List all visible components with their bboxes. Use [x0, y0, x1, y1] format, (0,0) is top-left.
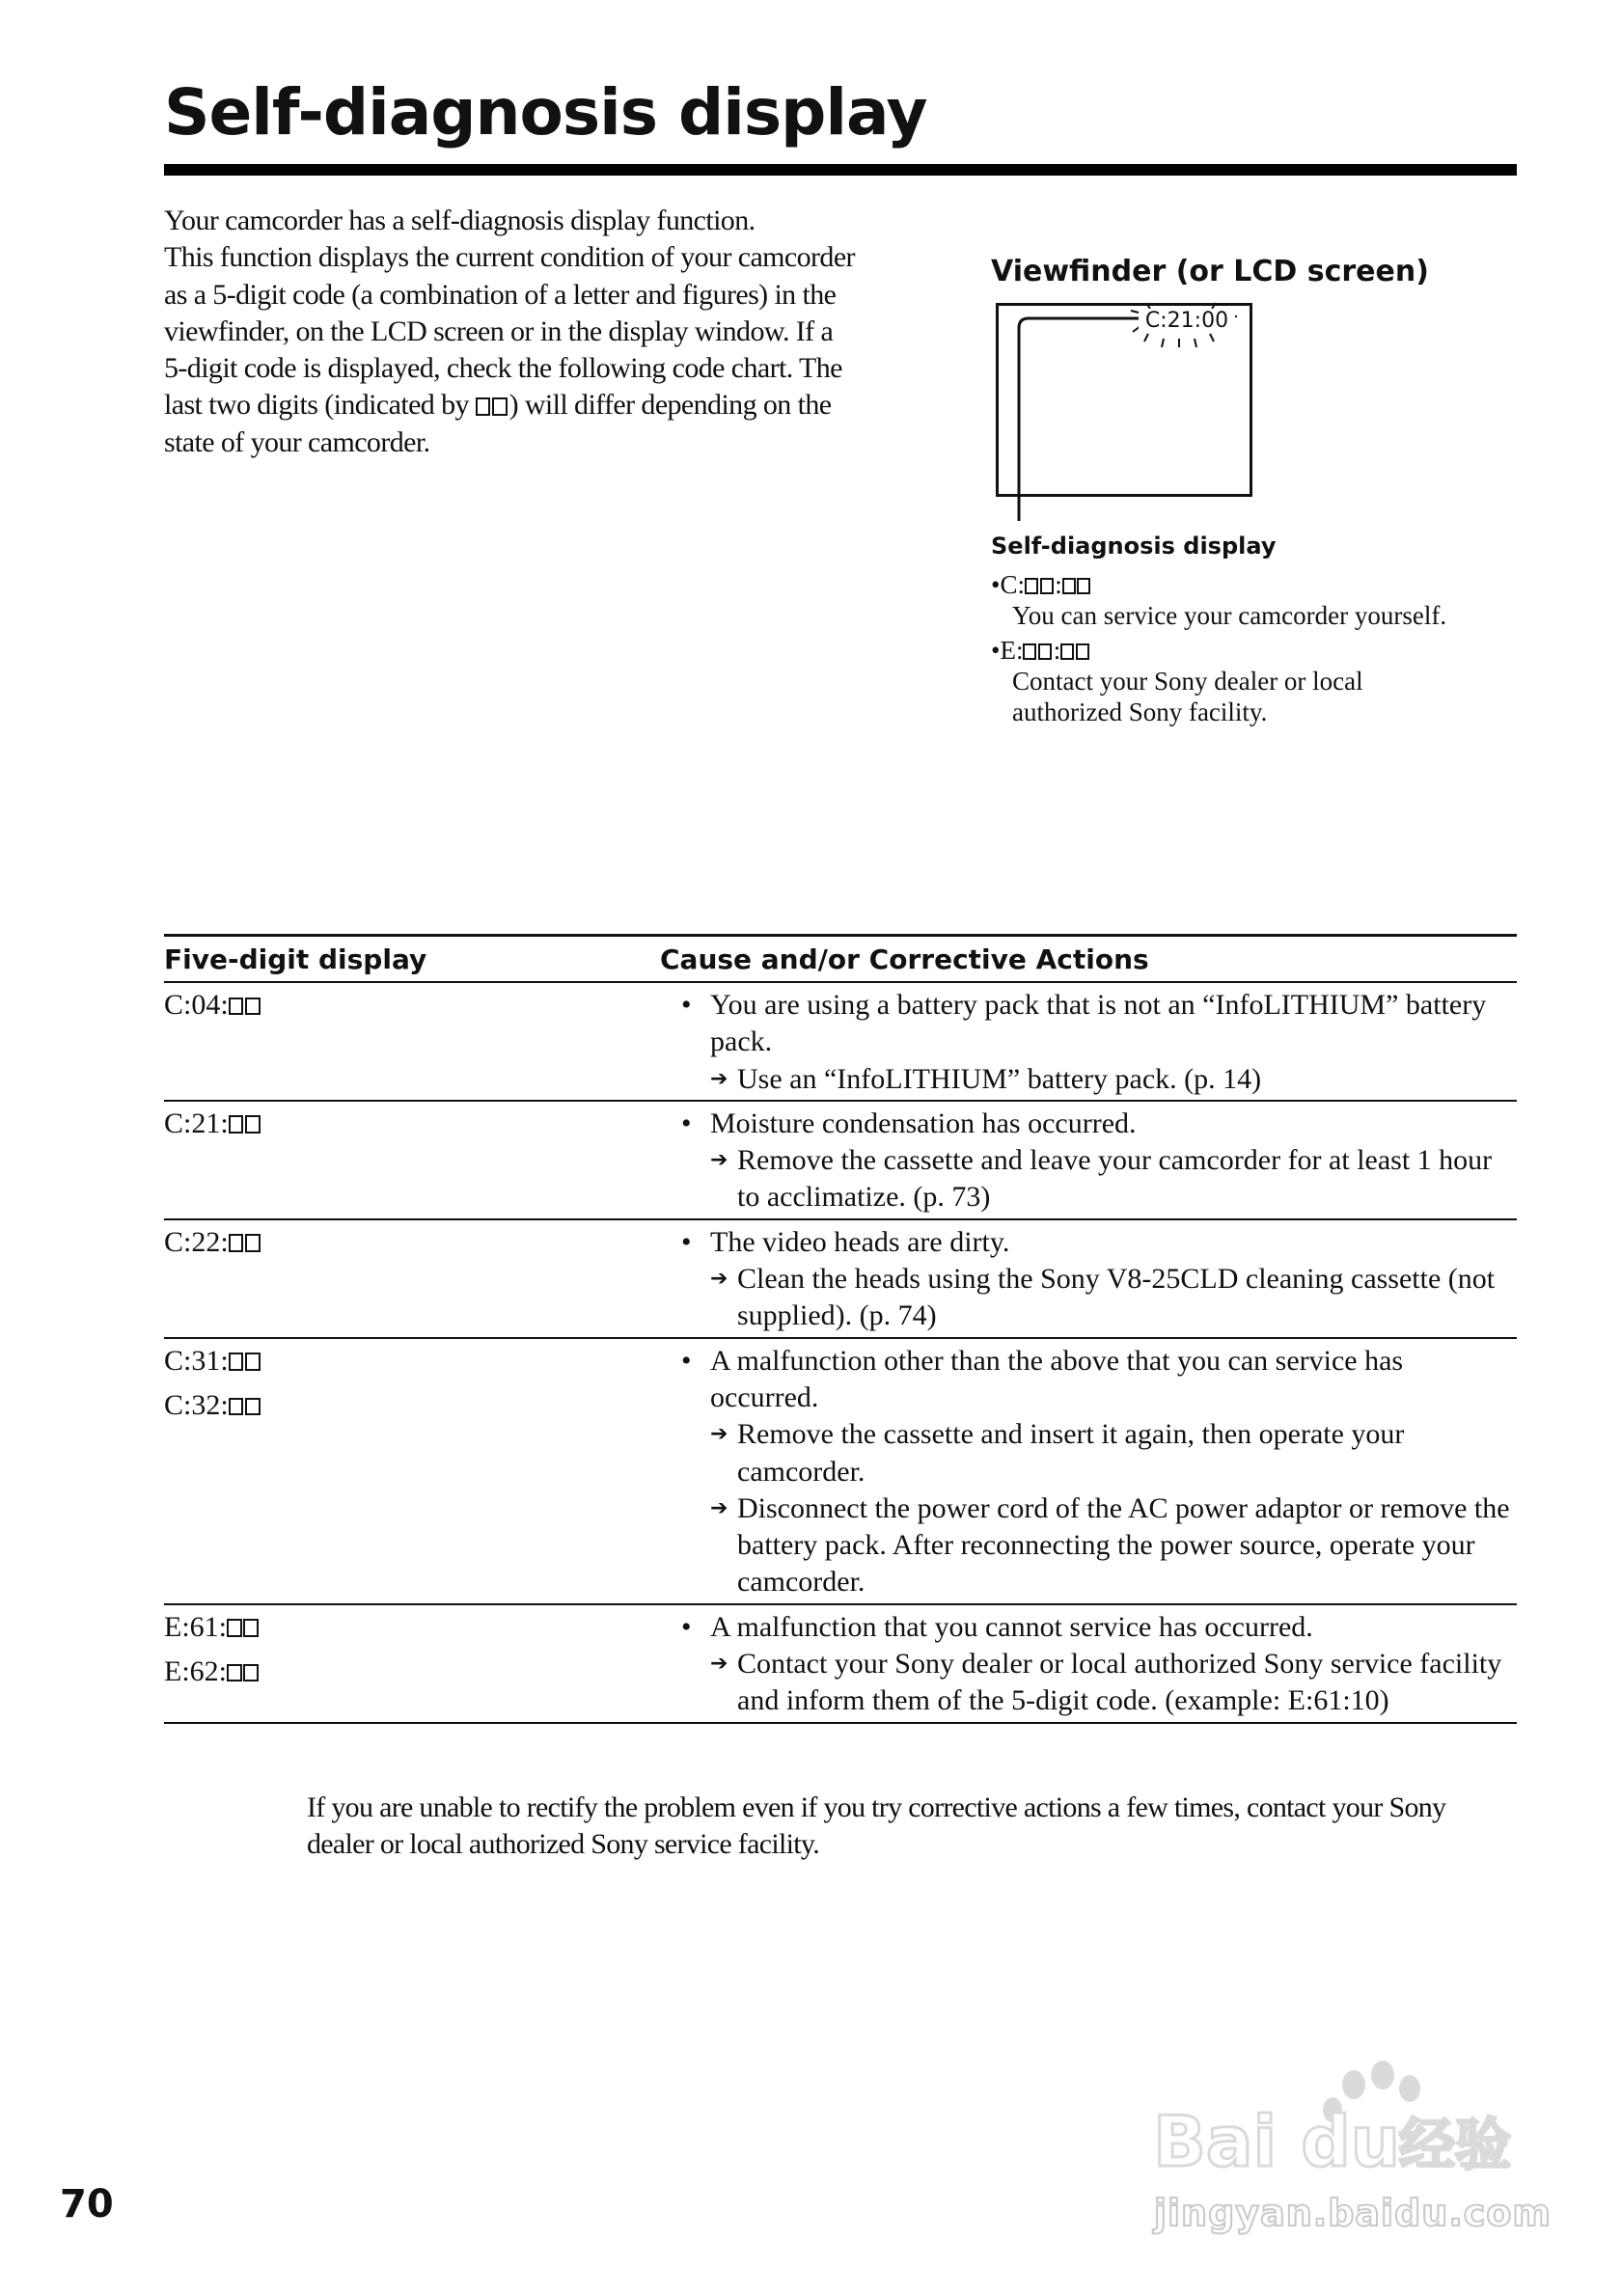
intro-p2-end: ) will differ depending on the state of your camcorder.	[164, 389, 832, 458]
placeholder-square-icon	[229, 1398, 244, 1416]
placeholder-square-icon	[1040, 578, 1054, 594]
intro-p2-start: This function displays the current condition of your camcorder as a 5-digit code (a combination of a letter and figures) in the viewfinder, on the LCD screen or in the display window. If a 5-digit code is displayed, check the following code chart. The last two digits (indicated by	[164, 241, 855, 422]
code-description: You can service your camcorder yourself.	[1012, 601, 1447, 630]
watermark-brand-text: Bai du	[1153, 2101, 1401, 2182]
footer-note: If you are unable to rectify the problem even if you try corrective actions a few times, contact your Sony dealer or local authorized Sony service facility.	[307, 1791, 1446, 1861]
placeholder-square-icon	[227, 1619, 242, 1637]
placeholder-square-icon	[229, 1353, 244, 1371]
code-cell	[164, 987, 660, 1098]
table-header	[164, 937, 1517, 983]
code-value: E:62:	[164, 1654, 660, 1690]
code-prefix: C:	[1000, 570, 1025, 599]
viewfinder-code: C:21:00	[1139, 309, 1235, 333]
placeholder-square-icon	[227, 1664, 242, 1682]
action-text: ➔ Contact your Sony dealer or local authorized Sony service facility and inform them of the 5-digit code. (example: E:61:10)	[660, 1646, 1517, 1720]
cause-cell	[660, 1224, 1517, 1335]
header-cause-actions: Cause and/or Corrective Actions	[660, 943, 1149, 975]
code-cell	[164, 1224, 660, 1335]
code-format: •C: :	[991, 569, 1473, 600]
placeholder-square-icon	[245, 1353, 261, 1371]
self-diagnosis-list	[991, 569, 1473, 731]
code-chart-table	[164, 934, 1517, 1724]
placeholder-square-icon	[229, 1234, 244, 1252]
watermark-cn-text: 经验	[1399, 2112, 1512, 2177]
code-cell	[164, 1106, 660, 1216]
code-cell	[164, 1343, 660, 1601]
viewfinder-heading: Viewfinder (or LCD screen)	[991, 255, 1429, 288]
title-rule	[164, 164, 1517, 176]
placeholder-square-icon	[229, 998, 244, 1016]
callout-line	[1019, 318, 1139, 521]
table-row	[164, 1220, 1517, 1339]
placeholder-square-icon	[476, 397, 491, 416]
cause-cell	[660, 1609, 1517, 1720]
table-row	[164, 1339, 1517, 1605]
action-text: ➔ Clean the heads using the Sony V8-25CLD cleaning cassette (not supplied). (p. 74)	[660, 1261, 1517, 1335]
table-row	[164, 1605, 1517, 1722]
placeholder-square-icon	[1023, 643, 1036, 660]
list-item	[991, 635, 1473, 727]
cause-text: • A malfunction that you cannot service has occurred.	[660, 1609, 1517, 1646]
code-value: C:31:	[164, 1343, 660, 1380]
watermark-url: jingyan.baidu.com	[1154, 2192, 1552, 2234]
list-item	[991, 569, 1473, 631]
intro-text	[164, 203, 859, 461]
page-title: Self-diagnosis display	[164, 75, 927, 150]
placeholder-square-icon	[243, 1619, 259, 1637]
cause-text: • Moisture condensation has occurred.	[660, 1106, 1517, 1142]
placeholder-square-icon	[245, 1115, 261, 1134]
page-number: 70	[60, 2182, 114, 2227]
action-text: ➔ Disconnect the power cord of the AC power adaptor or remove the battery pack. After reconnecting the power source, operate your camcorder.	[660, 1490, 1517, 1601]
placeholder-square-icon	[1062, 578, 1076, 594]
code-value: E:61:	[164, 1609, 660, 1646]
intro-paragraph-1: Your camcorder has a self-diagnosis display function.	[164, 205, 756, 236]
intro-paragraph-2	[164, 239, 859, 461]
placeholder-square-icon	[243, 1664, 259, 1682]
placeholder-square-icon	[245, 1234, 261, 1252]
code-value: C:21:	[164, 1106, 660, 1142]
code-value: C:04:	[164, 987, 660, 1024]
table-row	[164, 983, 1517, 1102]
action-text: ➔ Remove the cassette and leave your camcorder for at least 1 hour to acclimatize. (p. 73)	[660, 1142, 1517, 1216]
code-prefix: E:	[1000, 636, 1024, 665]
placeholder-square-icon	[1060, 643, 1074, 660]
code-format: •E: :	[991, 635, 1473, 666]
code-description: Contact your Sony dealer or local authorized Sony facility.	[1012, 667, 1363, 726]
placeholder-square-icon	[245, 998, 261, 1016]
placeholder-square-icon	[1025, 578, 1038, 594]
placeholder-square-icon	[229, 1115, 244, 1134]
code-value: C:22:	[164, 1224, 660, 1261]
action-text: ➔ Use an “InfoLITHIUM” battery pack. (p. 14)	[660, 1061, 1517, 1098]
self-diagnosis-label: Self-diagnosis display	[991, 533, 1277, 560]
code-cell	[164, 1609, 660, 1720]
baidu-watermark-logo	[1153, 2050, 1558, 2195]
table-row	[164, 1102, 1517, 1220]
cause-cell	[660, 1343, 1517, 1601]
placeholder-square-icon	[1077, 578, 1090, 594]
placeholder-square-icon	[1076, 643, 1089, 660]
cause-text: • A malfunction other than the above that you can service has occurred.	[660, 1343, 1517, 1417]
code-value: C:32:	[164, 1387, 660, 1424]
action-text: ➔ Remove the cassette and insert it again, then operate your camcorder.	[660, 1416, 1517, 1490]
header-five-digit-display: Five-digit display	[164, 943, 427, 975]
placeholder-square-icon	[492, 397, 508, 416]
cause-cell	[660, 1106, 1517, 1216]
placeholder-square-icon	[245, 1398, 261, 1416]
cause-text: • You are using a battery pack that is not an “InfoLITHIUM” battery pack.	[660, 987, 1517, 1061]
cause-cell	[660, 987, 1517, 1098]
cause-text: • The video heads are dirty.	[660, 1224, 1517, 1261]
placeholder-square-icon	[1038, 643, 1052, 660]
